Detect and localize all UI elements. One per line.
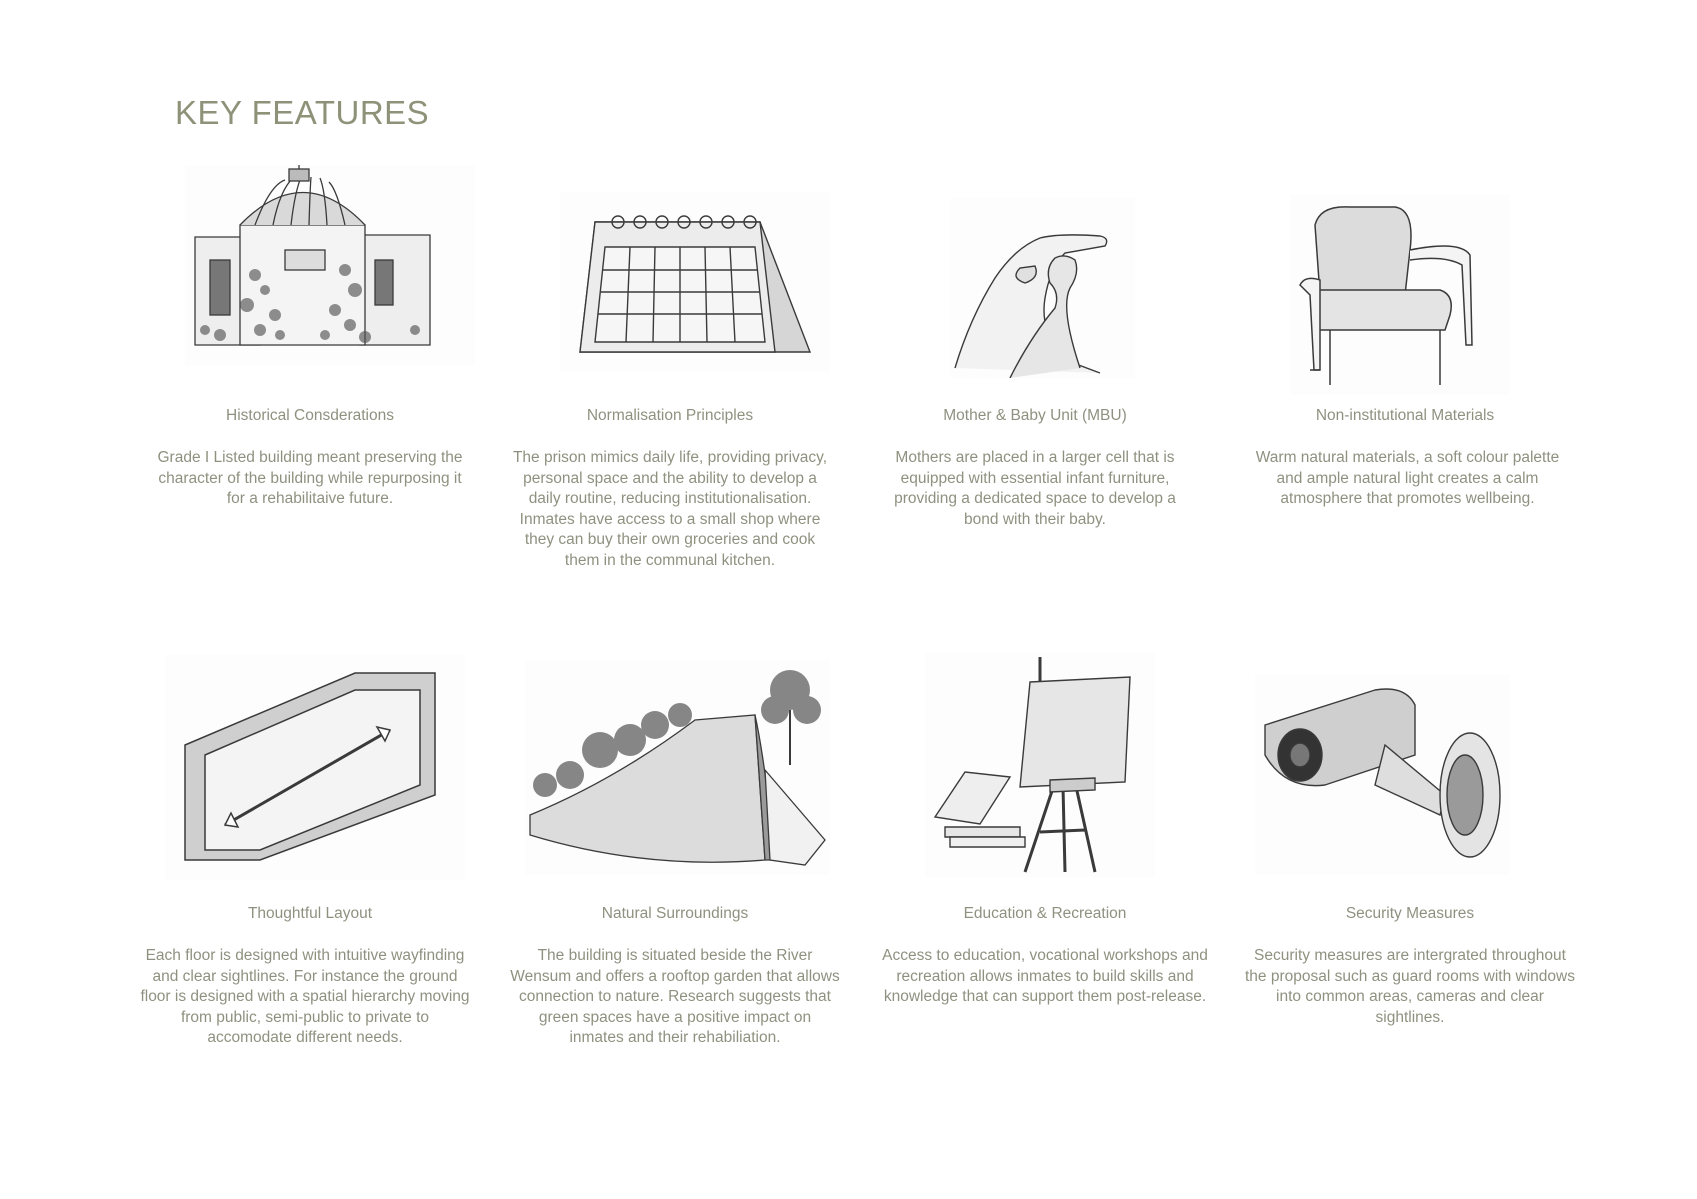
feature-description: Warm natural materials, a soft colour palette and ample natural light creates a calm atmosphere that promotes wellbeing. xyxy=(1255,449,1560,507)
feature-title: Education & Recreation xyxy=(963,905,1127,922)
feature-title: Non-institutional Materials xyxy=(1315,407,1495,424)
feature-description: Security measures are intergrated throughout the proposal such as guard rooms with windows into common areas, cameras and clear sightlines. xyxy=(1245,947,1575,1026)
calendar-icon xyxy=(560,192,830,372)
security-camera-icon xyxy=(1255,675,1510,875)
armchair-icon xyxy=(1290,195,1510,395)
feature-title: Security Measures xyxy=(1345,905,1475,922)
feature-description: Access to education, vocational workshops and recreation allows inmates to build skills and knowledge that can support them post-release. xyxy=(882,947,1208,1005)
corridor-arrow-icon xyxy=(165,655,465,880)
holding-hands-icon xyxy=(950,198,1135,378)
feature-description: Mothers are placed in a larger cell that is equipped with essential infant furniture, providing a dedicated space to develop a bond with their baby. xyxy=(894,449,1176,528)
feature-title: Historical Consderations xyxy=(226,407,394,424)
feature-description: The prison mimics daily life, providing privacy, personal space and the ability to develop a daily routine, reducing institutionalisation. Inmates have access to a small shop where they can buy their own groceries and cook them in the communal kitchen. xyxy=(512,449,828,569)
feature-description: Each floor is designed with intuitive wayfinding and clear sightlines. For instance the ground floor is designed with a spatial hierarchy moving from public, semi-public to private to accomodate different needs. xyxy=(140,947,470,1046)
feature-title: Normalisation Principles xyxy=(586,407,754,424)
easel-books-icon xyxy=(925,652,1155,877)
building-dome-icon xyxy=(185,165,475,365)
feature-description: The building is situated beside the River Wensum and offers a rooftop garden that allows connection to nature. Research suggests that green spaces have a positive impact on inmates and their rehabiliation. xyxy=(510,947,840,1046)
rooftop-garden-icon xyxy=(525,660,830,875)
feature-title: Natural Surroundings xyxy=(601,905,749,922)
feature-title: Thoughtful Layout xyxy=(247,905,373,922)
feature-title: Mother & Baby Unit (MBU) xyxy=(943,407,1127,424)
page-title: KEY FEATURES xyxy=(175,94,430,131)
feature-description: Grade I Listed building meant preserving the character of the building while repurposing it for a rehabilitaive future. xyxy=(157,449,463,507)
